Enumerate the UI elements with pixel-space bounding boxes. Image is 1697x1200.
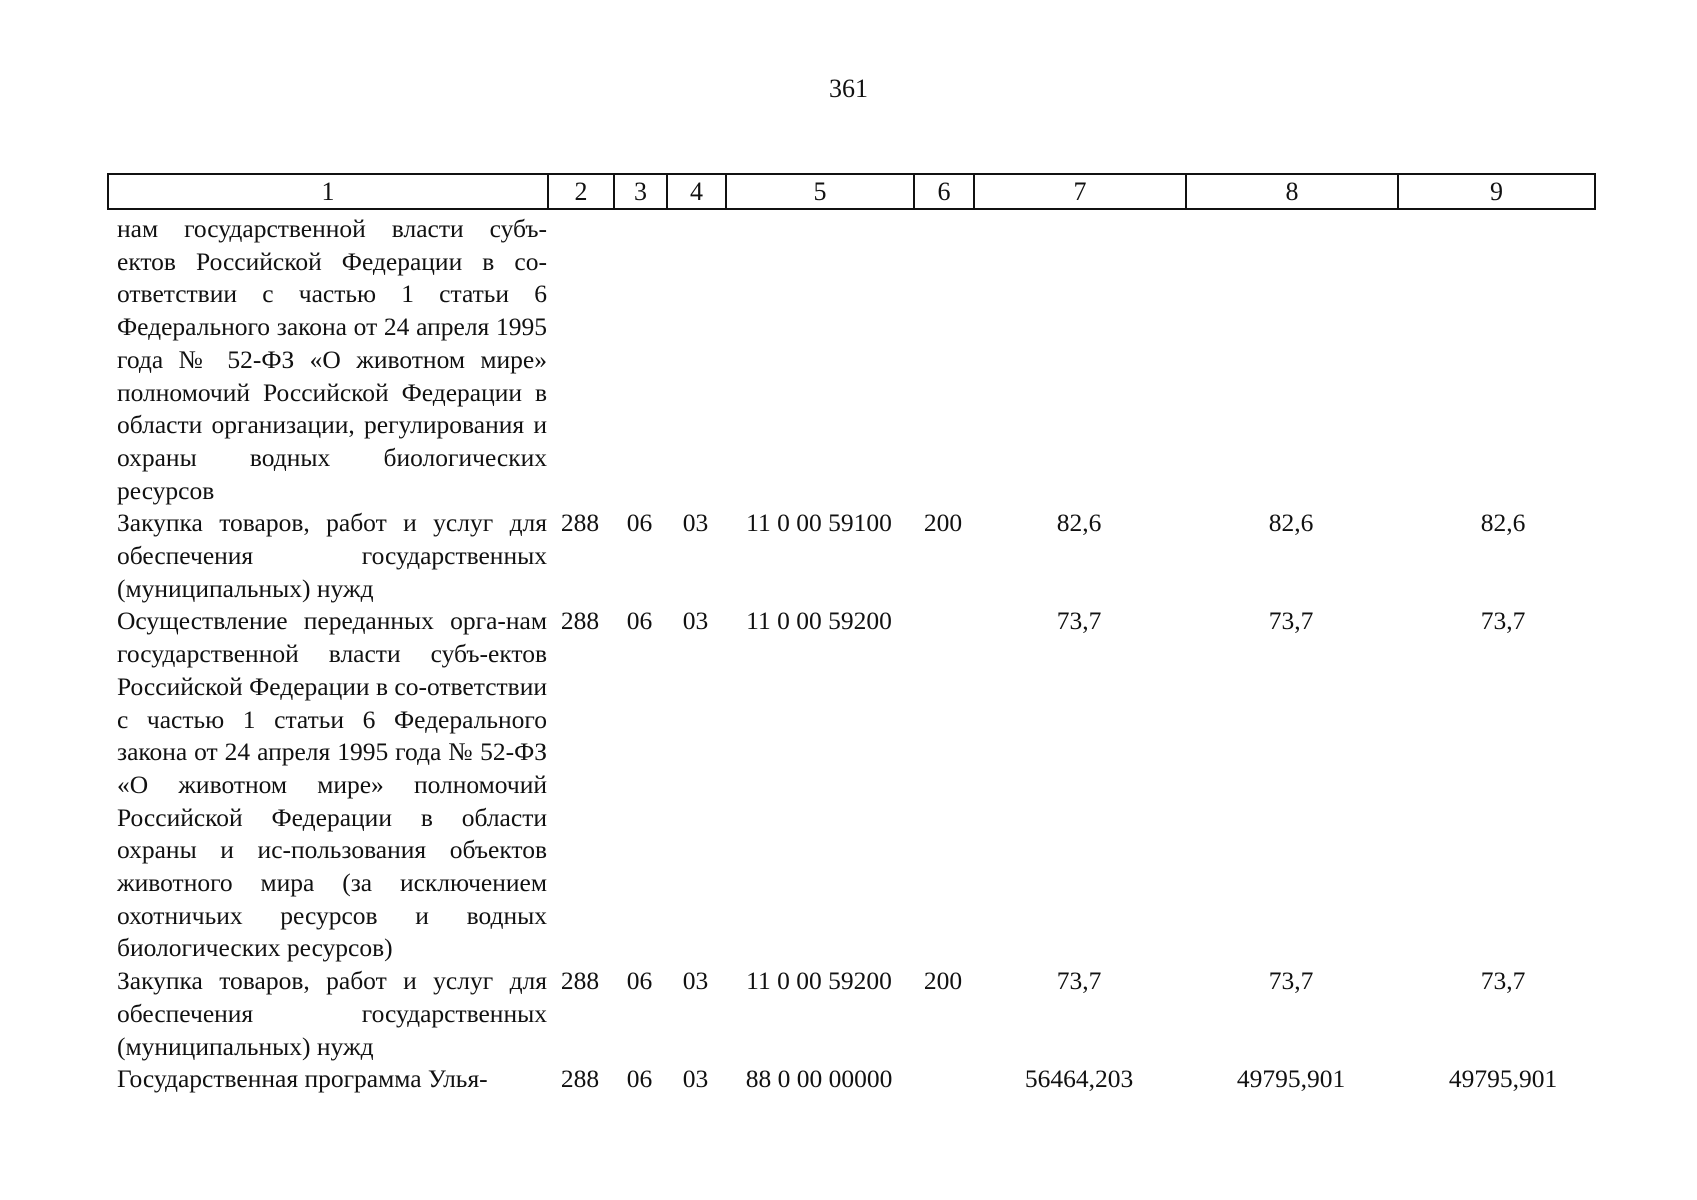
- cell-amount-8: 82,6: [1268, 508, 1314, 538]
- row-name: Государственная программа Улья-: [117, 1064, 488, 1094]
- cell-amount-7: 82,6: [1056, 508, 1102, 538]
- column-header-2: 2: [548, 174, 614, 209]
- column-header-5: 5: [726, 174, 914, 209]
- cell-section: 06: [626, 966, 653, 996]
- column-header-row: [107, 173, 1596, 210]
- table-row: [107, 213, 1594, 507]
- cell-subsection: 03: [682, 1064, 709, 1094]
- row-name: Осуществление переданных орга-нам государственной власти субъ-ектов Российской Федерации в со-ответствии с частью 1 статьи 6 Федерального закона от 24 апреля 1995 года № 52-ФЗ «О животном мире» полномочий Российской Федерации в области охраны и ис-пользования объектов животного мира (за исключением охотничьих ресурсов и водных биологических ресурсов): [117, 606, 547, 963]
- cell-subsection: 03: [682, 966, 709, 996]
- table-row: [107, 507, 1594, 605]
- column-header-1: 1: [108, 174, 548, 209]
- cell-admin-code: 288: [560, 1064, 600, 1094]
- row-name: Закупка товаров, работ и услуг для обеспечения государственных (муниципальных) нужд: [117, 966, 547, 1061]
- cell-admin-code: 288: [560, 606, 600, 636]
- row-name: Закупка товаров, работ и услуг для обеспечения государственных (муниципальных) нужд: [117, 508, 547, 603]
- column-header-8: 8: [1186, 174, 1398, 209]
- cell-amount-7: 73,7: [1056, 606, 1102, 636]
- cell-expense-type: 200: [923, 508, 963, 538]
- cell-amount-7: 56464,203: [1024, 1064, 1134, 1094]
- column-header-3: 3: [614, 174, 667, 209]
- column-header-7: 7: [974, 174, 1186, 209]
- cell-amount-9: 49795,901: [1448, 1064, 1558, 1094]
- cell-target-article: 11 0 00 59200: [746, 966, 892, 996]
- cell-section: 06: [626, 1064, 653, 1094]
- page-number: 361: [829, 74, 868, 103]
- cell-section: 06: [626, 508, 653, 538]
- cell-amount-8: 73,7: [1268, 606, 1314, 636]
- cell-subsection: 03: [682, 508, 709, 538]
- column-header-6: 6: [914, 174, 974, 209]
- table-row: [107, 1063, 1594, 1096]
- cell-amount-9: 73,7: [1480, 966, 1526, 996]
- cell-amount-8: 73,7: [1268, 966, 1314, 996]
- cell-amount-7: 73,7: [1056, 966, 1102, 996]
- cell-target-article: 11 0 00 59200: [746, 606, 892, 636]
- cell-expense-type: 200: [923, 966, 963, 996]
- cell-admin-code: 288: [560, 508, 600, 538]
- column-header-9: 9: [1398, 174, 1595, 209]
- cell-target-article: 11 0 00 59100: [746, 508, 892, 538]
- cell-amount-9: 82,6: [1480, 508, 1526, 538]
- table-row: [107, 965, 1594, 1063]
- table-row: [107, 605, 1594, 965]
- cell-amount-9: 73,7: [1480, 606, 1526, 636]
- cell-admin-code: 288: [560, 966, 600, 996]
- column-header-4: 4: [667, 174, 726, 209]
- cell-target-article: 88 0 00 00000: [745, 1064, 893, 1094]
- cell-amount-8: 49795,901: [1236, 1064, 1346, 1094]
- row-name: нам государственной власти субъ-ектов Российской Федерации в со-ответствии с частью 1 статьи 6 Федерального закона от 24 апреля 1995 года № 52-ФЗ «О животном мире» полномочий Российской Федерации в области организации, регулирования и охраны водных биологических ресурсов: [117, 214, 547, 505]
- cell-subsection: 03: [682, 606, 709, 636]
- table-body: [107, 213, 1594, 1096]
- cell-section: 06: [626, 606, 653, 636]
